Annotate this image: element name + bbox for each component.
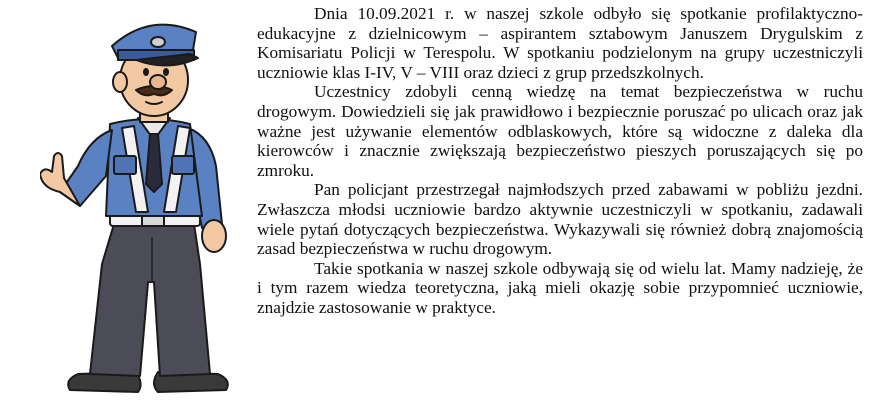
paragraph-road-safety: Uczestnicy zdobyli cenną wiedzę na temat bezpieczeństwa w ruchu drogowym. Dowiedzieli się jak prawidłowo i bezpiecznie poruszać po ulicach oraz jak ważne jest używanie elementów odblaskowych, które są widoczne z daleka dla kierowców i znacznie zwiększają bezpieczeństwo pieszych poruszających się po zmroku. [257, 82, 863, 180]
paragraph-conclusion: Takie spotkania w naszej szkole odbywają się od wielu lat. Mamy nadzieję, że i tym razem wiedza teoretyczna, jaką mieli okazję sobie przypomnieć uczniowie, znajdzie zastosowanie w praktyce. [257, 258, 863, 317]
police-officer-icon [40, 6, 275, 402]
police-officer-illustration [40, 6, 275, 402]
article-text [257, 4, 863, 318]
paragraph-meeting-intro: Dnia 10.09.2021 r. w naszej szkole odbyło się spotkanie profilaktyczno-edukacyjne z dzielnicowym – aspirantem sztabowym Januszem Drygulskim z Komisariatu Policji w Terespolu. W spotkaniu podzielonym na grupy uczestniczyli uczniowie klas I-IV, V – VIII oraz dzieci z grup przedszkolnych. [257, 4, 863, 82]
paragraph-warnings: Pan policjant przestrzegał najmłodszych przed zabawami w pobliżu jezdni. Zwłaszcza młodsi uczniowie bardzo aktywnie uczestniczyli w spotkaniu, zadawali wiele pytań dotyczących bezpieczeństwa. Wykazywali się również dobrą znajomością zasad bezpieczeństwa w ruchu drogowym. [257, 180, 863, 259]
